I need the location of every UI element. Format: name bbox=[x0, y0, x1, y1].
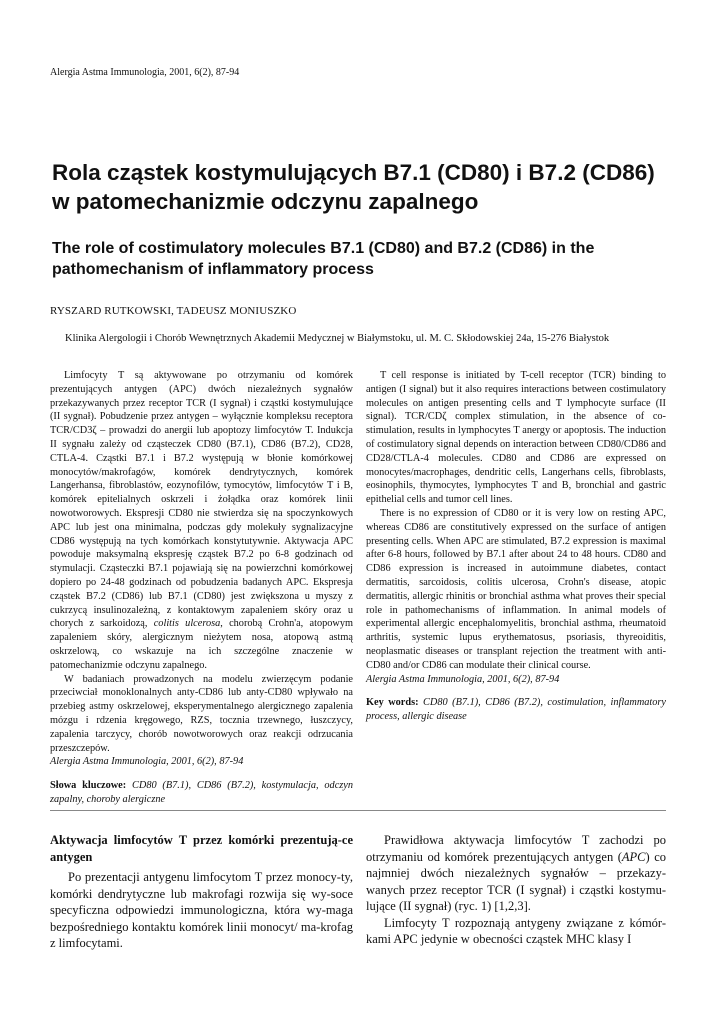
abstract-pl-paragraph-1: Limfocyty T są aktywowane po otrzymaniu od komórek prezentujących antygen (APC) dwóch niezależnych sygnałów przekazywanych przez receptor TCR (I sygnał) i cząstki kostymulujące (II sygnał). Pobudzenie przez antygen – wyłącznie kompleksu receptora TCR/CD3ζ – prowadzi do anergii lub apoptozy limfocytów T. Indukcja II sygnału zależy od cząsteczek CD80 (B7.1), CD86 (B7.2), CD28, CTLA-4. Cząstki B7.1 i B7.2 występują w błonie komórkowej monocytów/makrofagów, komórek dendrytycznych, komórek Langerhansa, fibroblastów, eozynofilów, tymocytów, limfocytów T i B, komórek epitelialnych oskrzeli i żołądka oraz komórek linii nowotworowych. Ekspresji CD80 nie stwierdza się na spoczynkowych APC lub jest ona minimalna, podczas gdy molekuły sygnalizacyjne CD86 występują na tych komórkach konstytutywnie. Aktywacja APC powoduje maksymalną ekspresję cząstek B7.2 po 6-8 godzinach od stymulacji. Cząsteczki B7.1 pojawiają się na powierzchni komórkowej dopiero po 24-48 godzinach od pobudzenia badanych APC. Ekspresja cząstek B7.2 (CD86) lub B7.1 (CD80) jest zwiększona u myszy z cukrzycą insulinozależną, z kontaktowym zapaleniem skóry oraz u chorych z sarkoidozą, colitis ulcerosa, chorobą Crohn'a, atopowym zapaleniem skóry, alergicznym nieżytem nosa, atopową astmą oskrzelową, co wskazuje na ich szczególne znaczenie w patomechanizmie odczynu zapalnego. bbox=[50, 370, 353, 671]
affiliation: Klinika Alergologii i Chorób Wewnętrznych Akademii Medycznej w Białymstoku, ul. M. C. Skłodowskiej 24a, 15-276 Białystok bbox=[65, 333, 610, 344]
body-column-right bbox=[366, 832, 666, 948]
section-heading: Aktywacja limfocytów T przez komórki prezentują-ce antygen bbox=[50, 833, 353, 864]
keywords-polish: Słowa kluczowe: CD80 (B7.1), CD86 (B7.2), kostymulacja, odczyn zapalny, choroby alergiczne bbox=[50, 780, 353, 805]
abstract-pl-citation: Alergia Astma Immunologia, 2001, 6(2), 87-94 bbox=[50, 756, 244, 768]
abstract-en-citation: Alergia Astma Immunologia, 2001, 6(2), 87-94 bbox=[366, 673, 560, 685]
body-left-paragraph-1: Po prezentacji antygenu limfocytom T przez monocy-ty, komórki dendrytyczne lub makrofagi rozwija się wy-soce specyficzna odpowiedzi immunologiczna, która wy-maga bezpośredniego kontaktu komórek linii monocyt/ ma-krofag z limfocytami. bbox=[50, 870, 353, 950]
abstract-polish bbox=[50, 369, 353, 807]
title-english: The role of costimulatory molecules B7.1 (CD80) and B7.2 (CD86) in the pathomechanism of inflammatory process bbox=[52, 240, 595, 278]
keywords-english: Key words: CD80 (B7.1), CD86 (B7.2), costimulation, inflammatory process, allergic disease bbox=[366, 697, 667, 723]
authors: RYSZARD RUTKOWSKI, TADEUSZ MONIUSZKO bbox=[50, 305, 297, 317]
section-divider bbox=[50, 810, 666, 811]
body-right-paragraph-2: Limfocyty T rozpoznają antygeny związane z kómór-kami APC jedynie w obecności cząstek MHC klasy I bbox=[366, 915, 666, 946]
journal-reference: Alergia Astma Immunologia, 2001, 6(2), 87-94 bbox=[50, 67, 240, 78]
body-right-paragraph-1: Prawidłowa aktywacja limfocytów T zachodzi po otrzymaniu od komórek prezentujących antygen (APC) co najmniej dwóch niezależnych sygnałów – przekazy-wanych przez receptor TCR (I sygnał) i cząstki kostymu-lujące (II sygnał) (ryc. 1) [1,2,3]. bbox=[366, 833, 666, 913]
abstract-english bbox=[366, 369, 666, 724]
body-column-left bbox=[50, 832, 353, 952]
abstract-en-paragraph-2: There is no expression of CD80 or it is very low on resting APC, whereas CD86 are constitutively expressed on the surface of antigen presenting cells. When APC are stimulated, B7.2 expression is maximal after 6-8 hours, followed by B7.1 after about 24 to 48 hours. CD80 and CD86 expression is increased in autoimmune diabetes, contact dermatitis, sarcoidosis, colitis ulcerosa, Crohn's disease, atopic dermatitis, allergic rhinitis or bronchial asthma what proves their special role in pathomechanisms of inflammation. In animal models of experimental allergic encephalomyelitis, bronchial asthma, rheumatoid arthritis, systemic lupus erythematosus, psoriasis, thyreoiditis, neoplasmatic diseases or transplant rejection the treatment with anti-CD80 and/or CD86 can modulate their clinical course. bbox=[366, 507, 666, 671]
abstract-pl-paragraph-2: W badaniach prowadzonych na modelu zwierzęcym podanie przeciwciał monoklonalnych anty-CD86 lub anty-CD80 wpływało na przebieg astmy oskrzelowej, eksperymentalnego alergicznego zapalenia mózgu i rdzenia kręgowego, RZS, tocznia trzewnego, łuszczycy, zapalenia tarczycy, chorób nowotworowych oraz reakcji odrzucania przeszczepów. bbox=[50, 673, 353, 754]
abstract-en-paragraph-1: T cell response is initiated by T-cell receptor (TCR) binding to antigen (I signal) but it also requires interactions between costimulatory molecules on antigen presenting cells and T lymphocyte surface (II signal). TCR/CDζ complex stimulation, in the absence of co-stimulation, results in lymphocytes T anergy or apoptosis. The induction of costimulatory signal depends on interaction between CD80/CD86 and CD28/CTLA-4 molecules. CD80 and CD86 are expressed on monocytes/macrophages, dendritic cells, Langerhans cells, fibroblasts, eosinophils, thymocytes, lymphocytes T and B, bronchial and gastric epithelial cells and tumor cell lines. bbox=[366, 370, 666, 506]
title-polish: Rola cząstek kostymulujących B7.1 (CD80) i B7.2 (CD86) w patomechanizmie odczynu zapalnego bbox=[52, 160, 655, 214]
